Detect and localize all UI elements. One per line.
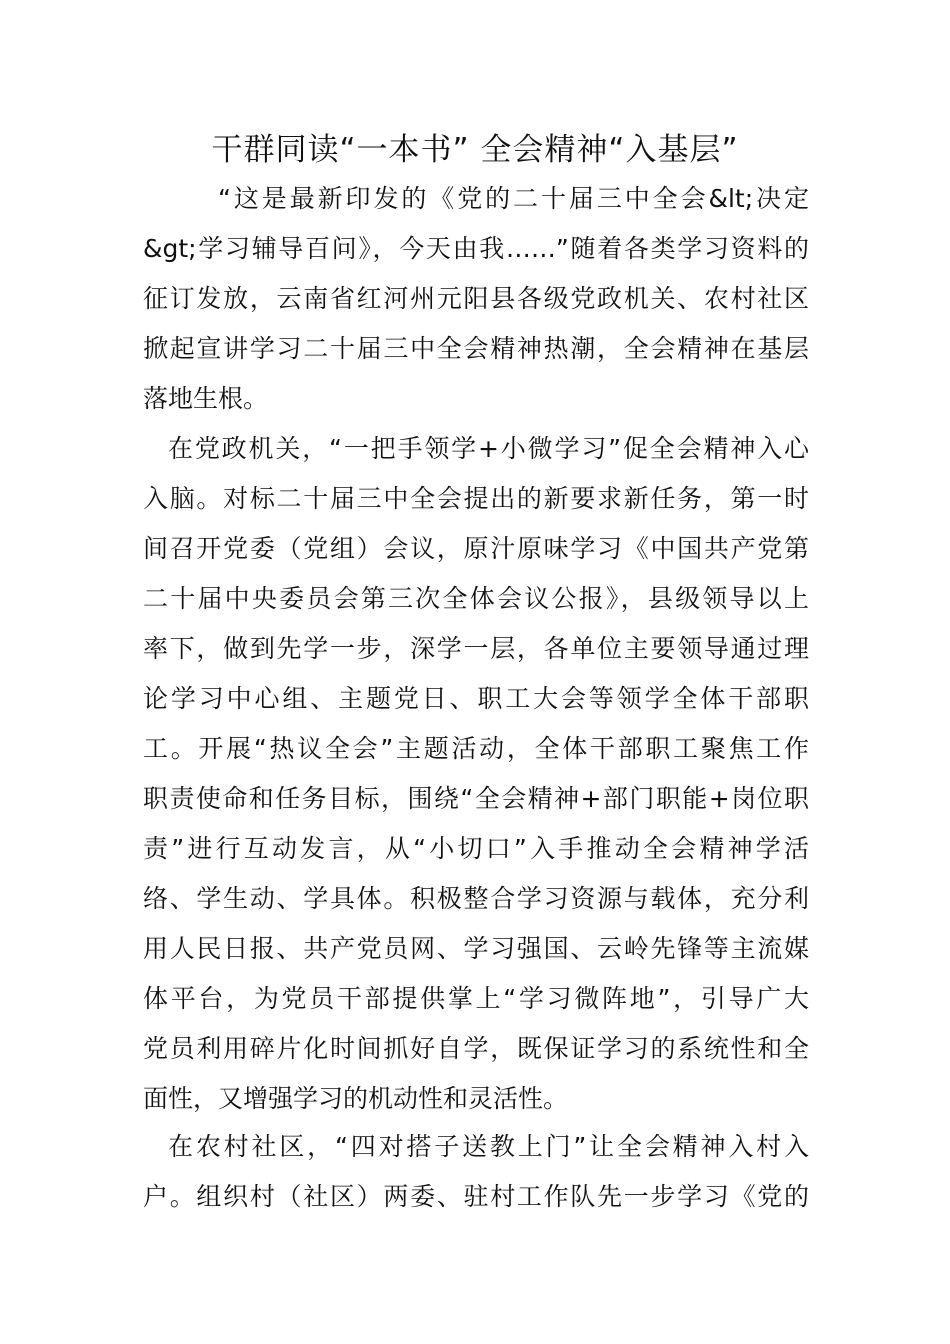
paragraph-line: 掀起宣讲学习二十届三中全会精神热潮，全会精神在基层 (143, 334, 809, 363)
paragraph-line: 间召开党委（党组）会议，原汁原味学习《中国共产党第 (143, 534, 809, 563)
article-paragraph-3 (143, 1122, 809, 1222)
paragraph-line: 二十届中央委员会第三次全体会议公报》，县级领导以上 (143, 584, 809, 613)
paragraph-line: 责”进行互动发言，从“小切口”入手推动全会精神学活 (143, 834, 809, 863)
paragraph-line: 工。开展“热议全会”主题活动，全体干部职工聚焦工作 (143, 734, 809, 763)
paragraph-line: 落地生根。 (143, 384, 269, 413)
paragraph-line: 户。组织村（社区）两委、驻村工作队先一步学习《党的 (143, 1182, 809, 1211)
paragraph-line: 党员利用碎片化时间抓好自学，既保证学习的系统性和全 (143, 1034, 809, 1063)
article-paragraph-1 (143, 174, 809, 424)
paragraph-line: 在党政机关，“一把手领学+小微学习”促全会精神入心 (168, 434, 809, 463)
paragraph-line: 在农村社区，“四对搭子送教上门”让全会精神入村入 (168, 1132, 809, 1161)
paragraph-line: 职责使命和任务目标，围绕“全会精神+部门职能+岗位职 (143, 784, 809, 813)
paragraph-line: 入脑。对标二十届三中全会提出的新要求新任务，第一时 (143, 484, 809, 513)
paragraph-line: &gt;学习辅导百问》，今天由我……”随着各类学习资料的 (143, 234, 809, 263)
article-title: 干群同读“一本书” 全会精神“入基层” (211, 132, 739, 168)
paragraph-line: 论学习中心组、主题党日、职工大会等领学全体干部职 (143, 684, 809, 713)
paragraph-line: 络、学生动、学具体。积极整合学习资源与载体，充分利 (143, 884, 809, 913)
paragraph-line: 用人民日报、共产党员网、学习强国、云岭先锋等主流媒 (143, 934, 809, 963)
article-paragraph-2 (143, 424, 809, 1124)
paragraph-line: 体平台，为党员干部提供掌上“学习微阵地”，引导广大 (143, 984, 809, 1013)
paragraph-line: “这是最新印发的《党的二十届三中全会&lt;决定 (218, 184, 809, 213)
paragraph-line: 率下，做到先学一步，深学一层，各单位主要领导通过理 (143, 634, 809, 663)
paragraph-line: 征订发放，云南省红河州元阳县各级党政机关、农村社区 (143, 284, 809, 313)
paragraph-line: 面性，又增强学习的机动性和灵活性。 (143, 1084, 569, 1113)
